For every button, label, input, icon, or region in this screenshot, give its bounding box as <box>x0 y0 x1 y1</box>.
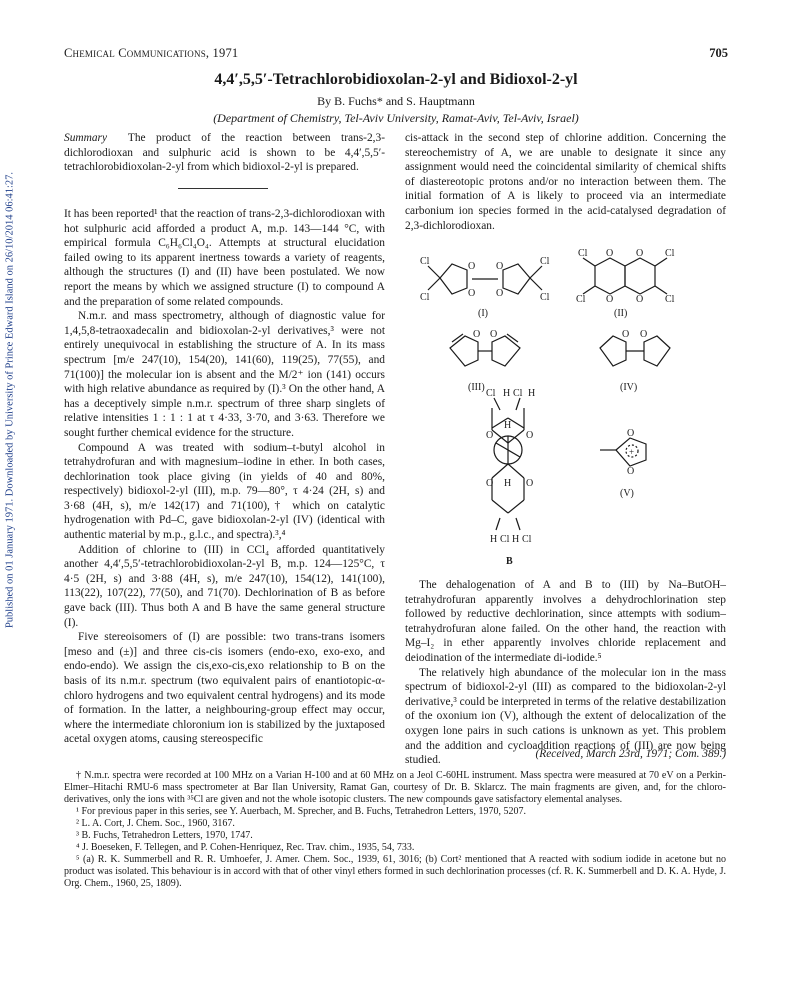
download-watermark <box>2 120 18 680</box>
running-head: Chemical Communications, 1971 <box>64 46 239 60</box>
atom-o: O <box>606 248 614 259</box>
right-column-top <box>405 131 726 233</box>
atom-cl: Cl <box>578 248 588 259</box>
download-note: Published on 01 January 1971. Downloaded by University of Prince Edward Island on 26/10/2014 06:41:27. <box>4 171 16 629</box>
atom-cl: Cl <box>513 388 523 399</box>
paragraph: Addition of chlorine to (III) in CCl₄ afforded quantitatively another 4,4′,5,5′-tetrachlorobidioxolan-2-yl B, m.p. 124—125°C, τ 4·5 (2H, s) and 3·88 (4H, s), m/e 247(10), 154(12), 141(100), 113(22), 107(22), 77(50), and 71(70). Dechlorination of B as before gave back (III). Thus both A and B have the same general structure (I). <box>64 543 385 629</box>
structure-III <box>450 334 520 366</box>
paragraph: cis-attack in the second step of chlorine addition. Concerning the stereochemistry of A, we are unable to designate it since any assignment would need the coincidental similarity of chemical shifts of diastereotopic protons and/or no interaction between them. The initial formation of A is likely to proceed via an intermediate carbonium ion species formed in the acid-catalysed degradation of 2,3-dichlorodioxan. <box>405 132 726 232</box>
footnote: ³ B. Fuchs, Tetrahedron Letters, 1970, 1747. <box>76 830 253 841</box>
atom-cl: Cl <box>665 294 675 305</box>
atom-o: O <box>627 428 635 439</box>
atom-h: H <box>503 388 511 399</box>
structure-label: (I) <box>478 308 488 319</box>
paragraph: N.m.r. and mass spectrometry, although of diagnostic value for 1,4,5,8-tetraoxadecalin and bidioxolan-2-yl derivatives,³ were not entirely unequivocal in establishing the structure of A. In its mass spectrum [m/e 247(10), 154(20), 141(60), 119(25), 77(55), and 71(100)] the molecular ion is absent and the M/2⁺ ion (141) occurs with high relative abundance as required by (I).³ On the other hand, A has a deceptively simple n.m.r. spectrum of three sharp singlets of relative intensities 1 : 1 : 1 at τ 4·33, 3·70, and 3·63. Therefore we sought further chemical evidence for the structure. <box>64 310 385 439</box>
atom-h: H <box>528 388 536 399</box>
atom-h: H <box>504 478 512 489</box>
summary-block <box>64 131 385 175</box>
footnote: ⁵ (a) R. K. Summerbell and R. R. Umhoefer, J. Amer. Chem. Soc., 1939, 61, 3016; (b) Cort² mentioned that A reacted with sodium iodide in acetone but no product was isolated. This behaviour is in accord with that of other vinyl ethers formed in such dechlorination processes (cf. R. K. Summerbell and D. K. A. Hyde, J. Org. Chem., 1960, 25, 1809). <box>64 854 726 889</box>
article-authors: By B. Fuchs* and S. Hauptmann <box>317 94 475 108</box>
structure-V <box>600 438 646 466</box>
paragraph: Five stereoisomers of (I) are possible: two trans-trans isomers [meso and (±)] and three cis-cis isomers (endo-exo, exo-exo, and endo-endo). We assign the cis,exo-cis,exo relationship to B on the basis of its n.m.r. spectrum (two equivalent pairs of enantiotopic-α-chloro hydrogens and two equivalent central hydrogens) and its mode of formation. In the latter, a neighbouring-group effect may occur, where the intermediate chloronium ion is stabilized by the juxtaposed acetal oxygen atoms, causing stereospecific <box>64 631 385 746</box>
separator-rule <box>178 188 268 189</box>
atom-o: O <box>636 294 644 305</box>
summary-text: The product of the reaction between trans-2,3-dichlorodioxan and sulphuric acid is shown to be 4,4′,5,5′-tetrachlorobidioxolan-2-yl from which bidioxol-2-yl is prepared. <box>64 132 385 174</box>
structure-label: (II) <box>614 308 628 319</box>
structures-figure <box>420 238 720 573</box>
structure-label: (V) <box>620 488 634 499</box>
atom-cl: Cl <box>420 256 430 267</box>
structure-label: (IV) <box>620 382 638 393</box>
atom-o: O <box>526 430 534 441</box>
atom-h: H <box>512 534 520 545</box>
footnote: ¹ For previous paper in this series, see Y. Auerbach, M. Sprecher, and B. Fuchs, Tetrahedron Letters, 1970, 5207. <box>76 806 526 817</box>
paragraph: Compound A was treated with sodium–t-butyl alcohol in tetrahydrofuran and with magnesium–iodine in ether. In both cases, dechlorination took place giving (in yields of 40 and 80%, respectively) bidioxol-2-yl (III), m.p. 79—80°, τ 4·24 (2H, s) and 3·68 (4H, s), m/e 142(17) and 71(100),† which on catalytic hydrogenation with Pd–C, gave bidioxolan-2-yl (IV) (identical with authentic material by m.p., g.l.c., and spectra).³,⁴ <box>64 441 385 542</box>
charge-plus: + <box>629 447 635 457</box>
atom-o: O <box>526 478 534 489</box>
atom-cl: Cl <box>420 292 430 303</box>
atom-o: O <box>636 248 644 259</box>
footnotes <box>64 770 726 890</box>
atom-o: O <box>640 329 648 340</box>
atom-cl: Cl <box>576 294 586 305</box>
atom-cl: Cl <box>540 292 550 303</box>
footnote: † N.m.r. spectra were recorded at 100 MHz on a Varian H-100 and at 60 MHz on a Jeol C-60HL instrument. Mass spectra were measured at 70 eV on a Perkin-Elmer–Hitachi RMU-6 mass spectrometer at Bar Ilan University, Ramat Gan, courtesy of Dr. B. Sklarcz. The main fragments are given, and, for the chloro-derivatives, only the ions with ³⁵Cl are given and not the whole isotopic clusters. The new compounds gave satisfactory elemental analyses. <box>64 770 726 805</box>
footnote: ⁴ J. Boeseken, F. Tellegen, and P. Cohen-Henriquez, Rec. Trav. chim., 1935, 54, 733. <box>76 842 415 853</box>
right-column-bottom <box>405 578 726 768</box>
atom-o: O <box>627 466 635 477</box>
atom-cl: Cl <box>522 534 532 545</box>
structure-label: (III) <box>468 382 485 393</box>
atom-o: O <box>468 288 476 299</box>
paragraph: The relatively high abundance of the molecular ion in the mass spectrum of bidioxol-2-yl (III) as compared to the bidioxolan-2-yl derivative,³ could be interpreted in terms of the relative destabilization of the oxonium ion (V), although the extent of delocalization of the oxygen lone pairs in such cations is unknown as yet. This problem and the addition and cycloaddition reactions of (III) are now being studied. <box>405 666 726 767</box>
atom-h: H <box>504 420 512 431</box>
paragraph: It has been reported¹ that the reaction of trans-2,3-dichlorodioxan with hot sulphuric acid afforded a product A, m.p. 143—144 °C, with empirical formula C₆H₆Cl₄O₄. Attempts at structural elucidation failed owing to its apparent inertness towards a variety of reagents, although the structures (I) and (II) have been postulated. We now report the means by which we assigned structure (I) to compound A and the preparation of some related compounds. <box>64 208 385 308</box>
article-affiliation: (Department of Chemistry, Tel-Aviv University, Ramat-Aviv, Tel-Aviv, Israel) <box>213 111 579 125</box>
atom-o: O <box>486 478 494 489</box>
structure-IV <box>600 336 670 366</box>
structure-B <box>492 398 524 530</box>
atom-cl: Cl <box>500 534 510 545</box>
atom-o: O <box>622 329 630 340</box>
atom-o: O <box>496 261 504 272</box>
article-title: 4,4′,5,5′-Tetrachlorobidioxolan-2-yl and Bidioxol-2-yl <box>214 71 578 88</box>
atom-o: O <box>496 288 504 299</box>
structure-II <box>583 258 667 294</box>
atom-o: O <box>490 329 498 340</box>
atom-o: O <box>473 329 481 340</box>
atom-o: O <box>606 294 614 305</box>
atom-h: H <box>490 534 498 545</box>
atom-o: O <box>468 261 476 272</box>
structure-label: B <box>506 556 513 567</box>
atom-cl: Cl <box>540 256 550 267</box>
structure-I <box>428 264 542 294</box>
page-number: 705 <box>709 46 728 60</box>
summary-label: Summary <box>64 132 108 144</box>
atom-o: O <box>486 430 494 441</box>
paragraph: The dehalogenation of A and B to (III) by Na–ButOH–tetrahydrofuran apparently involves a dehydrochlorination step followed by reductive dechlorination, since attempts with sodium–tetrahydrofuran alone failed. On the other hand, the reaction with Mg–I₂ in ether apparently involves chloride replacement and deiodination of the intermediate di-iodide.⁵ <box>405 579 726 664</box>
atom-cl: Cl <box>486 388 496 399</box>
footnote: ² L. A. Cort, J. Chem. Soc., 1960, 3167. <box>76 818 235 829</box>
received-date: (Received, March 23rd, 1971; Com. 389.) <box>535 748 726 760</box>
atom-cl: Cl <box>665 248 675 259</box>
left-column <box>64 207 385 747</box>
